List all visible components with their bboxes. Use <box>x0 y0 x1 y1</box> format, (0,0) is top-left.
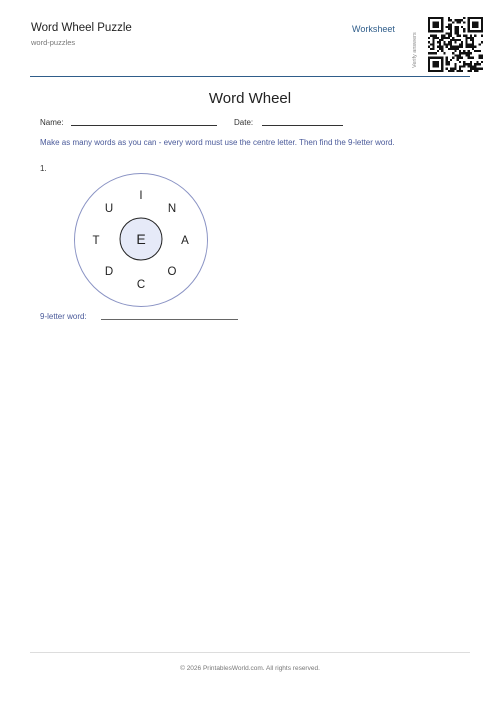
worksheet-type-label: Worksheet <box>352 24 395 34</box>
question-number: 1. <box>40 164 47 173</box>
wheel-centre-letter: E <box>136 231 146 247</box>
qr-code-icon[interactable] <box>428 17 483 72</box>
wheel-letter: I <box>139 190 143 202</box>
verify-answers-label: Verify answers <box>412 32 418 68</box>
wheel-letter: N <box>167 203 177 215</box>
wheel-letter: U <box>104 203 114 215</box>
wheel-letter: O <box>167 266 177 278</box>
wheel-letter: A <box>181 235 189 247</box>
footer-copyright: © 2026 PrintablesWorld.com. All rights reserved. <box>180 665 320 672</box>
date-label: Date: <box>234 118 254 127</box>
name-label: Name: <box>40 118 64 127</box>
category-slug: word-puzzles <box>31 38 76 47</box>
answer-label: 9-letter word: <box>40 312 87 321</box>
footer-divider <box>30 652 470 653</box>
wheel-letter: T <box>92 235 100 247</box>
answer-field[interactable] <box>101 319 238 320</box>
word-wheel <box>73 172 209 308</box>
date-field[interactable] <box>262 125 343 126</box>
wheel-letter: C <box>136 279 146 291</box>
worksheet-title: Word Wheel Puzzle <box>31 22 132 34</box>
header-divider <box>30 76 470 77</box>
page-title: Word Wheel <box>208 90 292 107</box>
instructions: Make as many words as you can - every word must use the centre letter. Then find the 9-letter word. <box>40 138 395 147</box>
name-field[interactable] <box>71 125 217 126</box>
wheel-letter: D <box>104 266 114 278</box>
